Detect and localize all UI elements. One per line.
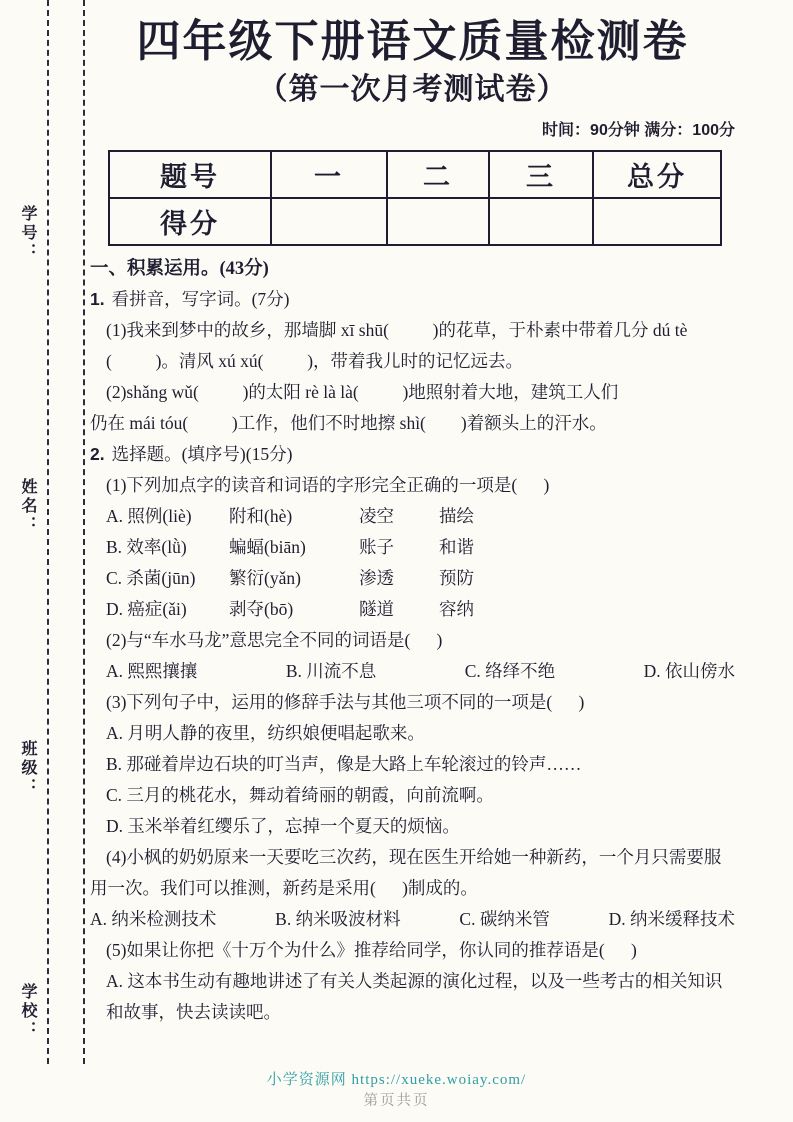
score-table-cell-part3: 三 xyxy=(489,151,593,198)
question2-title xyxy=(90,439,735,470)
binding-dashed-line-left xyxy=(47,0,49,1064)
q2-sub4-line: (4)小枫的奶奶原来一天要吃三次药，现在医生开给她一种新药，一个月只需要服 xyxy=(106,847,722,867)
option-cell: 预防 xyxy=(439,568,474,588)
option-cell: C. 络绎不绝 xyxy=(464,661,556,681)
option-cell: 凌空 xyxy=(359,506,394,526)
option-cell: 描绘 xyxy=(439,506,474,526)
page-footer xyxy=(0,1070,793,1112)
option-cell: 蝙蝠(biān) xyxy=(229,537,306,557)
question2-label: 选择题。(填序号)(15分) xyxy=(111,444,293,464)
section1-heading: 一、积累运用。(43分) xyxy=(90,259,269,279)
option-cell: 账子 xyxy=(359,537,394,557)
option-cell: 繁衍(yǎn) xyxy=(229,568,301,588)
margin-label-name: 姓名： xyxy=(19,478,36,535)
score-table xyxy=(108,150,722,246)
option-cell: A. 纳米检测技术 xyxy=(90,909,217,929)
q2-sub1-option-row-b xyxy=(90,532,735,563)
q2-sub1-option-row-c xyxy=(90,563,735,594)
option-cell: C. 碳纳米管 xyxy=(459,909,550,929)
margin-label-class: 班级： xyxy=(19,740,36,797)
q1-line: (1)我来到梦中的故乡，那墙脚 xī shū( )的花草，于朴素中带着几分 dú tè xyxy=(106,320,688,340)
question1-title xyxy=(90,284,735,315)
margin-label-student-id: 学号： xyxy=(19,205,36,262)
q2-sub5-option: 和故事，快去读读吧。 xyxy=(106,1002,281,1022)
option-cell: 剥夺(bō) xyxy=(229,599,294,619)
score-table-cell-total: 总分 xyxy=(593,151,721,198)
option-cell: 附和(hè) xyxy=(229,506,293,526)
score-table-score-row xyxy=(109,198,721,245)
page-subtitle: （第一次月考测试卷） xyxy=(257,73,568,106)
q2-sub2-options-row xyxy=(90,656,735,687)
q2-sub3-option: C. 三月的桃花水，舞动着绮丽的朝霞，向前流啊。 xyxy=(106,785,494,805)
question1-number: 1. xyxy=(90,289,105,309)
margin-label-school: 学校： xyxy=(19,983,36,1040)
option-cell: B. 效率(lǜ) xyxy=(106,537,187,557)
option-cell: C. 杀菌(jūn) xyxy=(106,568,196,588)
page-title: 四年级下册语文质量检测卷 xyxy=(136,17,689,66)
option-cell: 容纳 xyxy=(439,599,474,619)
q2-sub3-option: A. 月明人静的夜里，纺织娘便唱起歌来。 xyxy=(106,723,425,743)
footer-page-indicator: 第页共页 xyxy=(363,1093,430,1109)
option-cell: 和谐 xyxy=(439,537,474,557)
q2-sub2-stem: (2)与“车水马龙”意思完全不同的词语是( ) xyxy=(106,630,443,650)
score-table-blank-cell xyxy=(271,198,387,245)
score-table-cell-score-label: 得分 xyxy=(109,198,271,245)
q2-sub3-option: B. 那碰着岸边石块的叮当声，像是大路上车轮滚过的铃声…… xyxy=(106,754,582,774)
q1-line: 仍在 mái tóu( )工作，他们不时地擦 shì( )着额头上的汗水。 xyxy=(90,413,607,433)
score-table-cell-question-no: 题号 xyxy=(109,151,271,198)
option-cell: D. 依山傍水 xyxy=(643,661,735,681)
q2-sub1-option-row-d xyxy=(90,594,735,625)
time-score-info: 时间：90分钟 满分：100分 xyxy=(542,122,735,139)
exam-content xyxy=(90,0,735,1028)
q2-sub3-option: D. 玉米举着红缨乐了，忘掉一个夏天的烦恼。 xyxy=(106,816,460,836)
q2-sub4-options-row xyxy=(90,904,735,935)
binding-dashed-line-right xyxy=(83,0,85,1064)
option-cell: 渗透 xyxy=(359,568,394,588)
q2-sub5-option: A. 这本书生动有趣地讲述了有关人类起源的演化过程，以及一些考古的相关知识 xyxy=(106,971,723,991)
option-cell: A. 照例(liè) xyxy=(106,506,192,526)
footer-watermark-site: 小学资源网 https://xueke.woiay.com/ xyxy=(266,1072,527,1088)
score-table-blank-cell xyxy=(489,198,593,245)
q2-sub1-option-row-a xyxy=(90,501,735,532)
q2-sub3-stem: (3)下列句子中，运用的修辞手法与其他三项不同的一项是( ) xyxy=(106,692,585,712)
q2-sub4-line: 用一次。我们可以推测，新药是采用( )制成的。 xyxy=(90,878,478,898)
option-cell: D. 癌症(ǎi) xyxy=(106,599,187,619)
score-table-header-row xyxy=(109,151,721,198)
option-cell: B. 纳米吸波材料 xyxy=(275,909,401,929)
score-table-cell-part1: 一 xyxy=(271,151,387,198)
q2-sub5-stem: (5)如果让你把《十万个为什么》推荐给同学，你认同的推荐语是( ) xyxy=(106,940,637,960)
option-cell: 隧道 xyxy=(359,599,394,619)
q1-line: ( )。清风 xú xú( )，带着我儿时的记忆远去。 xyxy=(106,351,524,371)
score-table-blank-cell xyxy=(593,198,721,245)
score-table-blank-cell xyxy=(387,198,489,245)
q1-line: (2)shǎng wǔ( )的太阳 rè là là( )地照射着大地，建筑工人们 xyxy=(106,382,619,402)
score-table-cell-part2: 二 xyxy=(387,151,489,198)
q2-sub1-stem: (1)下列加点字的读音和词语的字形完全正确的一项是( ) xyxy=(106,475,550,495)
option-cell: D. 纳米缓释技术 xyxy=(608,909,735,929)
question1-label: 看拼音，写字词。(7分) xyxy=(111,289,290,309)
question2-number: 2. xyxy=(90,444,105,464)
option-cell: B. 川流不息 xyxy=(285,661,377,681)
option-cell: A. 熙熙攘攘 xyxy=(106,661,198,681)
